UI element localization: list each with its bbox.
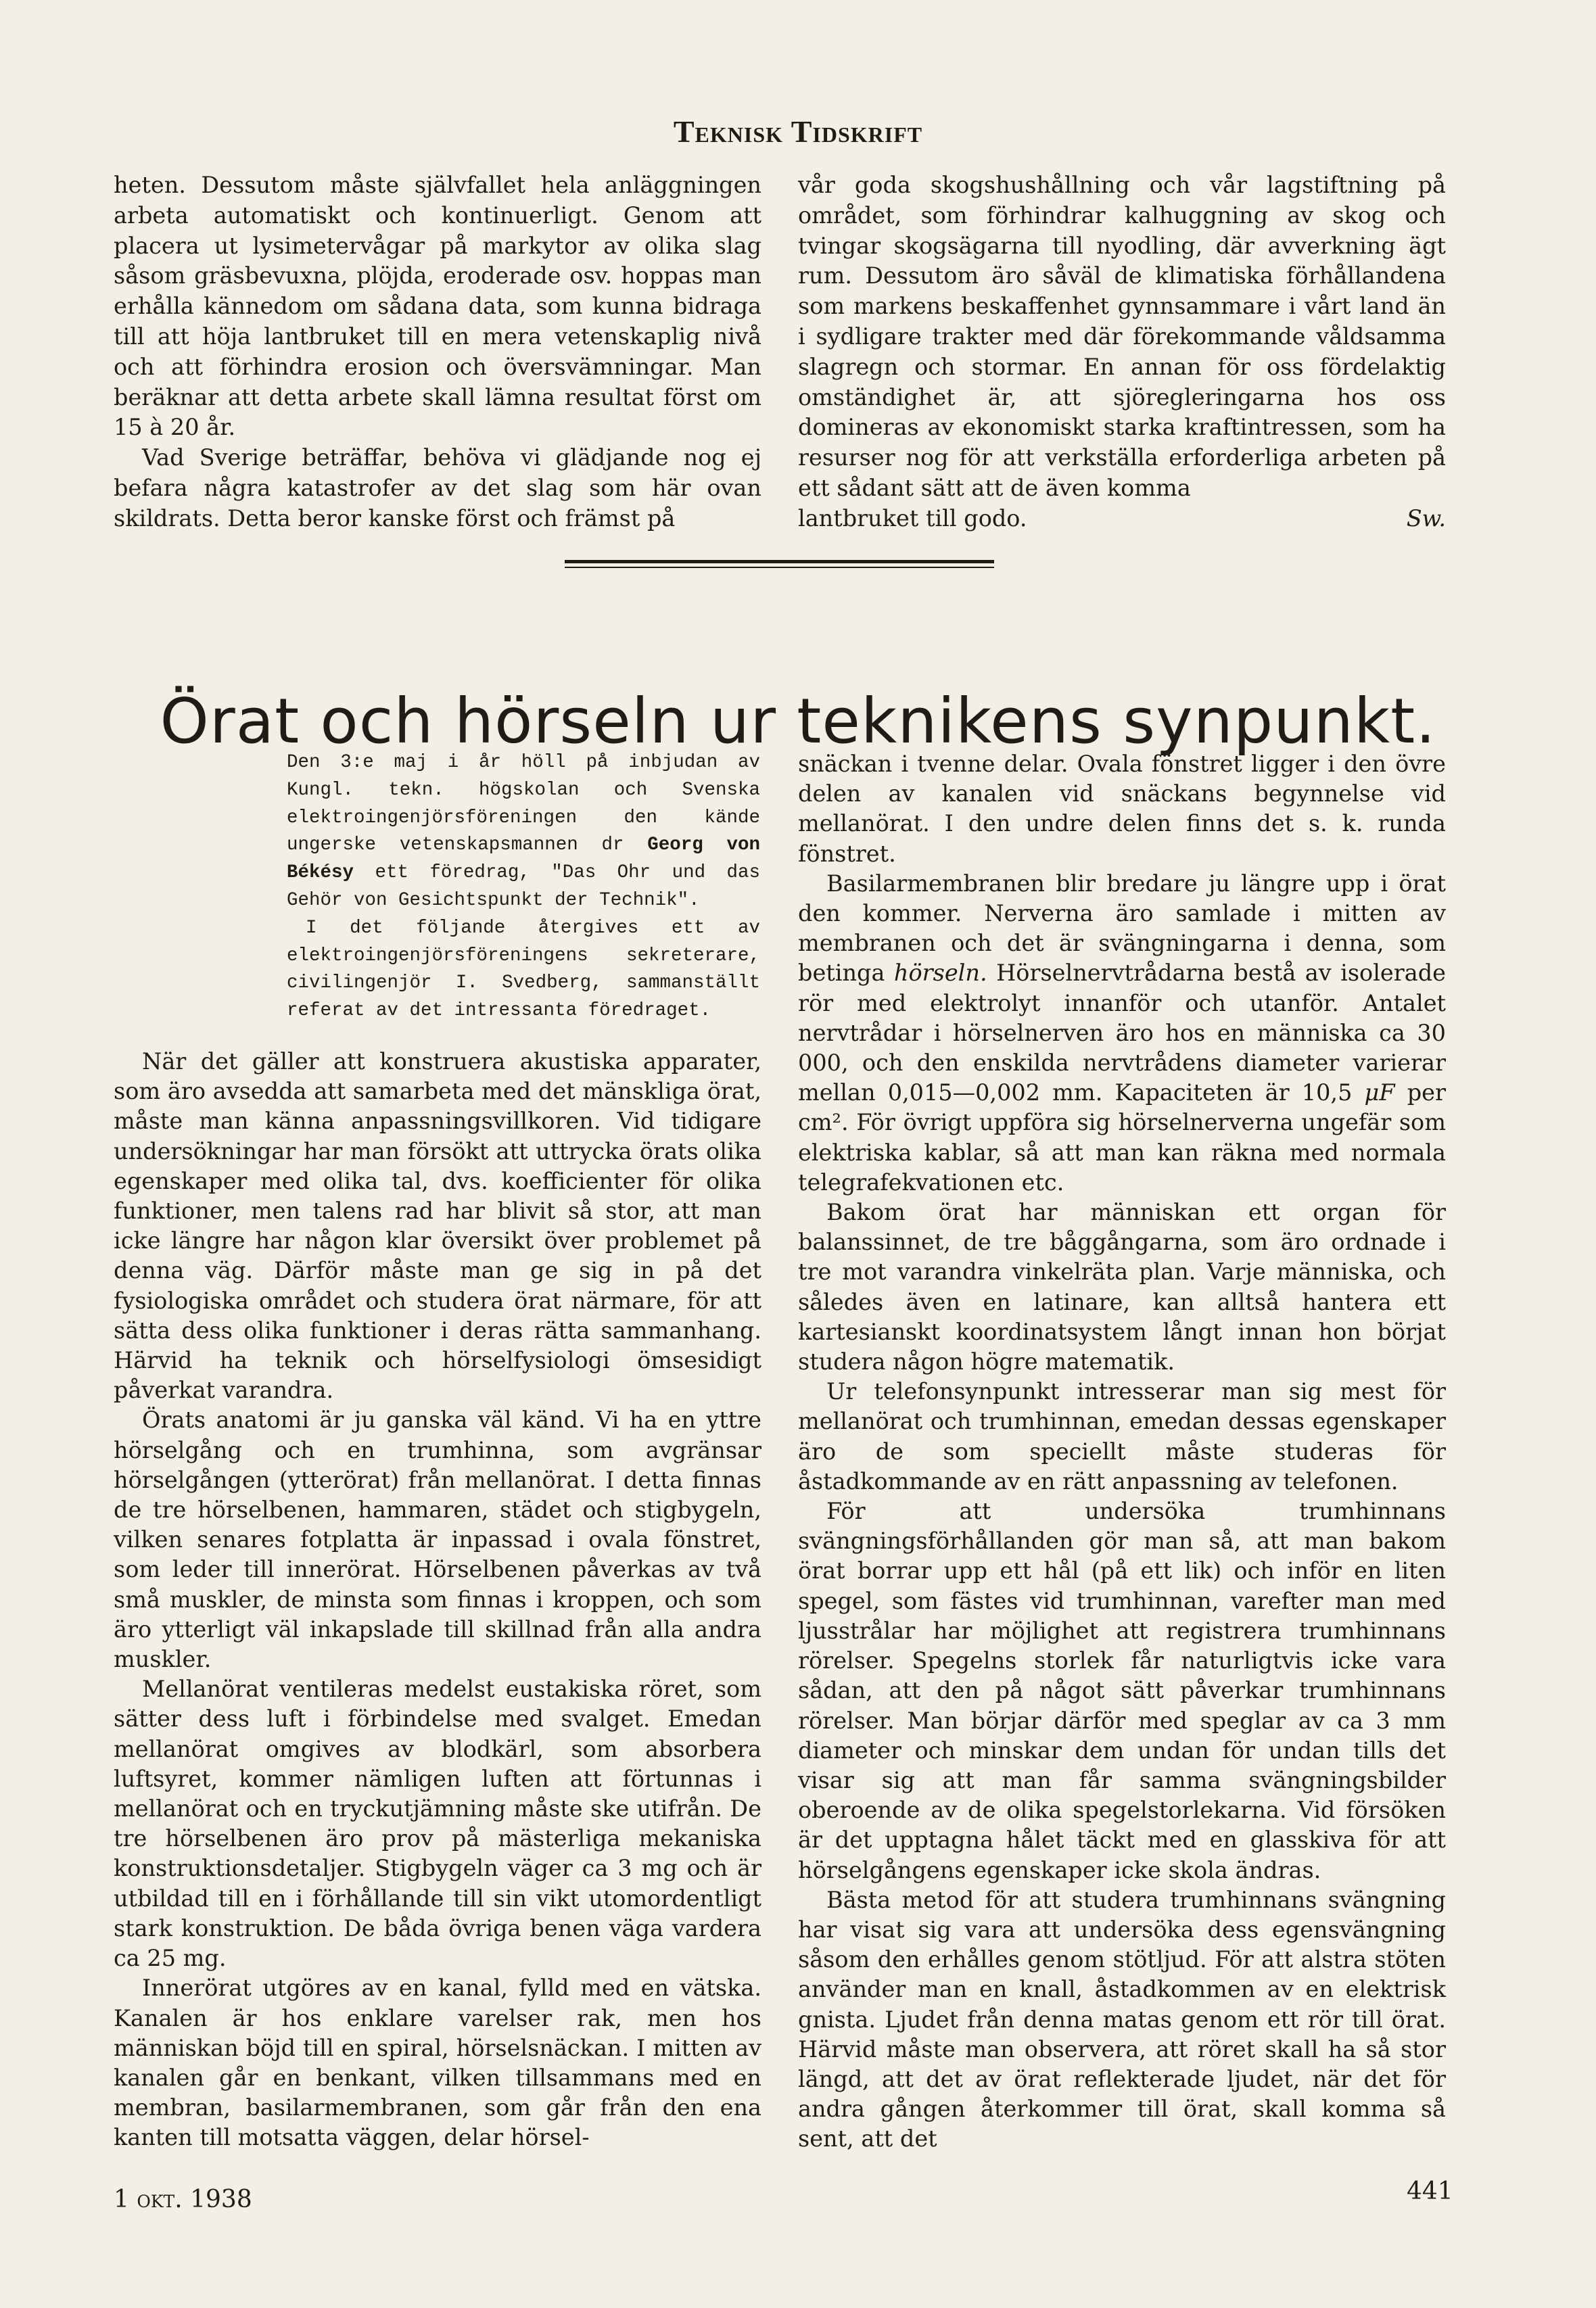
text: Basilarmembranen blir bredare ju längre upp i örat den kommer. Nerverna äro samlade i mitten av membranen och det är svängningarna i denna, som betinga <box>798 870 1446 987</box>
speaker-name: Georg von Békésy <box>287 834 760 884</box>
article-title: Örat och hörseln ur teknikens synpunkt. <box>160 684 1436 757</box>
top-right-column <box>798 170 1446 534</box>
paragraph: heten. Dessutom måste självfallet hela anläggningen arbeta automatiskt och kontinuerligt. Genom att placera ut lysimetervågar på markytor av olika slag såsom gräsbevuxna, plöjda, eroderade osv. hoppas man erhålla kännedom om sådana data, som kunna bidraga till att höja lantbruket till en mera vetenskaplig nivå och att förhindra erosion och översvämningar. Man beräknar att detta arbete skall lämna resultat först om 15 à 20 år. <box>114 172 761 441</box>
paragraph: Mellanörat ventileras medelst eustakiska röret, som sätter dess luft i förbindelse med svalget. Emedan mellanörat omgives av blodkärl, som absorbera luftsyret, kommer nämligen luften att förtunnas i mellanörat och en tryckutjämning måste ske utifrån. De tre hörselbenen äro prov på mästerliga mekaniska konstruktionsdetaljer. Stigbygeln väger ca 3 mg och är utbildad till en i förhållande till sin vikt utomordentligt stark konstruktion. De båda övriga benen väga vardera ca 25 mg. <box>114 1676 761 1972</box>
signature-line <box>798 504 1446 534</box>
journal-header <box>0 114 1596 149</box>
text: per cm². För övrigt uppföra sig hörselnerverna ungefär som elektriska kablar, så att man kan räkna med normala telegrafekvationen etc. <box>798 1079 1447 1196</box>
paragraph: snäckan i tvenne delar. Ovala fönstret ligger i den övre delen av kanalen vid snäckans begynnelse vid mellanörat. I den undre delen finns det s. k. runda fönstret. <box>798 751 1446 867</box>
paragraph: För att undersöka trumhinnans svängningsförhållanden gör man så, att man bakom örat borrar upp ett hål (på ett lik) och inför en liten spegel, som fästes vid trumhinnan, varefter man med ljusstrålar har möjlighet att registrera trumhinnans rörelser. Spegelns storlek får naturligtvis icke vara sådan, att den på något sätt påverkar trumhinnans rörelser. Man börjar därför med speglar av ca 3 mm diameter och minskar dem undan för undan tills det visar sig att man får samma svängningsbilder oberoende av de olika spegelstorlekarna. Vid försöken är det upptagna hålet täckt med en glasskiva för att hörselgångens egenskaper icke skola ändras. <box>798 1498 1446 1883</box>
intro-text: Den 3:e maj i år höll på inbjudan av Kungl. tekn. högskolan och Svenska elektroingenjörsföreningen den kände ungerske vetenskapsmannen dr <box>287 752 760 856</box>
footer-month: okt. <box>137 2186 183 2213</box>
paragraph: Ur telefonsynpunkt intresserar man sig mest för mellanörat och trumhinnan, emedan dessas egenskaper äro de som speciellt måste studeras för åstadkommande av en rätt anpassning av telefonen. <box>798 1378 1446 1494</box>
journal-name: Teknisk Tidskrift <box>673 114 923 149</box>
author-signature: Sw. <box>1406 504 1446 532</box>
paragraph: Vad Sverige beträffar, behöva vi glädjande nog ej befara några katastrofer av det slag som här ovan skildrats. Detta beror kanske först och främst på <box>114 444 761 532</box>
last-line: lantbruket till godo. <box>798 504 1027 532</box>
section-divider <box>565 560 994 568</box>
paragraph: vår goda skogshushållning och vår lagstiftning på området, som förhindrar kalhuggning av skog och tvingar skogsägarna till nyodling, där avverkning ägt rum. Dessutom äro såväl de klimatiska förhållandena som markens beskaffenhet gynnsammare i vårt land än i sydligare trakter med där förekommande våldsamma slagregn och stormar. En annan för oss fördelaktig omständighet är, att sjöregleringarna hos oss domineras av ekonomiskt starka kraftintressen, som ha resurser nog för att verkställa erforderliga arbeten på ett sådant sätt att de även komma <box>798 172 1446 501</box>
intro-text: ett föredrag, "Das Ohr und das Gehör von Gesichtspunkt der Technik". <box>287 862 760 911</box>
footer-date <box>114 2186 252 2213</box>
footer-year: 1938 <box>190 2186 252 2213</box>
paragraph: När det gäller att konstruera akustiska apparater, som äro avsedda att samarbeta med det mänskliga örat, måste man känna anpassningsvillkoren. Vid tidigare undersökningar har man försökt att uttrycka örats olika egenskaper med olika tal, dvs. koefficienter för olika funktioner, men talens rad har blivit så stor, att man icke längre har någon klar översikt över problemet på denna väg. Därför måste man ge sig in på det fysiologiska området och studera örat närmare, för att sätta dess olika funktioner i deras rätta sammanhang. Härvid ha teknik och hörselfysiologi ömsesidigt påverkat varandra. <box>114 1048 761 1404</box>
article-right-column <box>798 749 1446 2154</box>
article-left-column <box>114 1047 761 2153</box>
paragraph: Bästa metod för att studera trumhinnans svängning har visat sig vara att undersöka dess egensvängning såsom den erhålles genom stötljud. För att alstra stöten använder man en knall, åstadkommen av en elektrisk gnista. Ljudet från denna matas genom ett rör till örat. Härvid måste man observera, att röret skall ha så stor längd, att det av örat reflekterade ljudet, när det för andra gången återkommer till örat, skall komma så sent, att det <box>798 1886 1446 2152</box>
paragraph <box>798 869 1446 1198</box>
unit-symbol: μF <box>1364 1079 1395 1106</box>
top-left-column <box>114 170 761 534</box>
paragraph: Innerörat utgöres av en kanal, fylld med en vätska. Kanalen är hos enklare varelser rak, men hos människan böjd till en spiral, hörselsnäckan. I mitten av kanalen går en benkant, vilken tillsammans med en membran, basilarmembranen, som går från den ena kanten till motsatta väggen, delar hörsel- <box>114 1975 761 2151</box>
intro-paragraph <box>287 749 760 915</box>
text: Hörselnervtrådarna bestå av isolerade rör med elektrolyt innanför och utanför. Antalet nervtrådar i hörselnerven äro hos en människa ca 30 000, och den enskilda nervtrådens diameter varierar mellan 0,015—0,002 mm. Kapaciteten är 10,5 <box>798 960 1446 1106</box>
emphasis: hörseln. <box>893 960 987 987</box>
intro-paragraph: I det följande återgives ett av elektroingenjörsföreningens sekreterare, civilingenjör I. Svedberg, sammanställt referat av det intressanta föredraget. <box>287 917 760 1022</box>
paragraph: Bakom örat har människan ett organ för balanssinnet, de tre båggångarna, som äro ordnade i tre mot varandra vinkelräta plan. Varje människa, och således även en latinare, kan alltså hantera ett kartesianskt koordinatsystem långt innan hon börjat studera någon högre matematik. <box>798 1199 1446 1375</box>
paragraph: Örats anatomi är ju ganska väl känd. Vi ha en yttre hörselgång och en trumhinna, som avgränsar hörselgången (ytterörat) från mellanörat. I detta finnas de tre hörselbenen, hammaren, städet och stigbygeln, vilken senares fotplatta är inpassad i ovala fönstret, som leder till innerörat. Hörselbenen påverkas av två små muskler, de minsta som finnas i kroppen, och som äro ytterligt väl inkapslade till skillnad från alla andra muskler. <box>114 1407 761 1673</box>
article-intro <box>287 749 760 1025</box>
page-number: 441 <box>1407 2177 1453 2205</box>
footer-day: 1 <box>114 2186 129 2213</box>
